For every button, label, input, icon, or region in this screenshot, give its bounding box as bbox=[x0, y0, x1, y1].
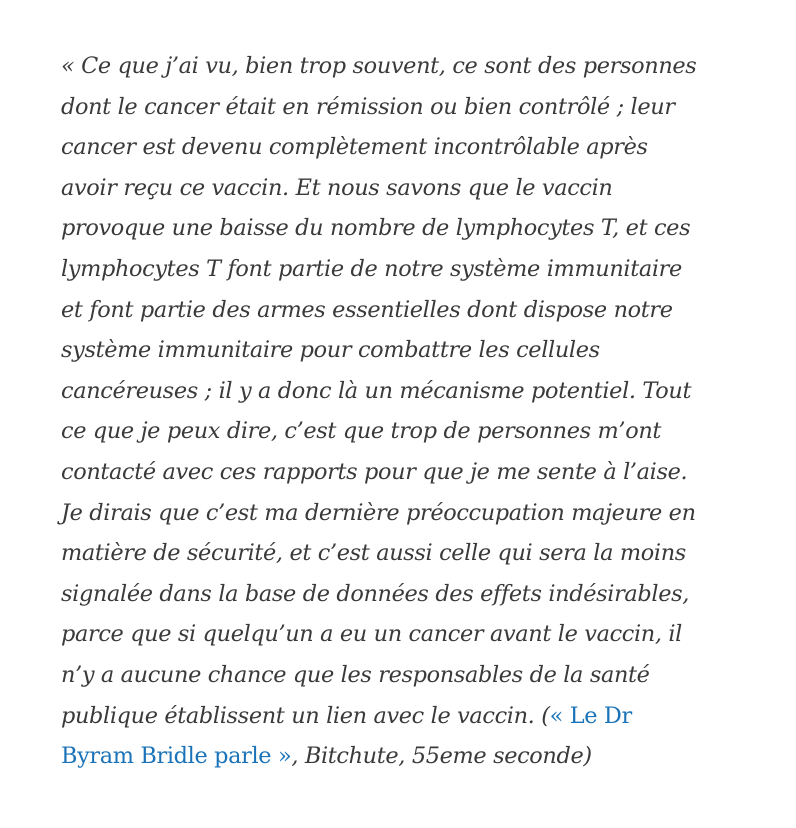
quote-line: Je dirais que c’est ma dernière préoccupation majeure en bbox=[61, 499, 696, 526]
citation-line bbox=[61, 736, 761, 777]
quote-line: et font partie des armes essentielles dont dispose notre bbox=[61, 296, 673, 323]
quote-line: dont le cancer était en rémission ou bien contrôlé ; leur bbox=[61, 93, 675, 120]
quote-line: « Ce que j’ai vu, bien trop souvent, ce sont des personnes bbox=[61, 53, 697, 79]
quote-line: parce que si quelqu’un a eu un cancer avant le vaccin, il bbox=[61, 621, 682, 648]
quote-line: ce que je peux dire, c’est que trop de personnes m’ont bbox=[61, 418, 662, 445]
quote-line-text: publique établissent un lien avec le vaccin. ( bbox=[61, 702, 550, 729]
quote-line: système immunitaire pour combattre les cellules bbox=[61, 337, 600, 364]
source-link-part1[interactable]: « Le Dr bbox=[549, 702, 632, 729]
quote-line: avoir reçu ce vaccin. Et nous savons que le vaccin bbox=[61, 174, 613, 201]
quote-line: signalée dans la base de données des effets indésirables, bbox=[61, 580, 690, 607]
quote-line: provoque une baisse du nombre de lymphocytes T, et ces bbox=[61, 215, 691, 242]
quote-line: matière de sécurité, et c’est aussi celle qui sera la moins bbox=[61, 540, 686, 567]
source-link-part2[interactable]: Byram Bridle parle » bbox=[61, 743, 292, 770]
quote-line: cancéreuses ; il y a donc là un mécanisme potentiel. Tout bbox=[61, 377, 692, 404]
citation-suffix: , Bitchute, 55eme seconde) bbox=[291, 743, 592, 770]
quote-line: cancer est devenu complètement incontrôlable après bbox=[61, 134, 648, 161]
quote-line: lymphocytes T font partie de notre système immunitaire bbox=[61, 255, 682, 282]
quote-line-with-link bbox=[61, 696, 761, 737]
quote-line: contacté avec ces rapports pour que je me sente à l’aise. bbox=[61, 458, 688, 485]
quote-block bbox=[61, 46, 761, 777]
quote-line: n’y a aucune chance que les responsables de la santé bbox=[61, 661, 650, 688]
